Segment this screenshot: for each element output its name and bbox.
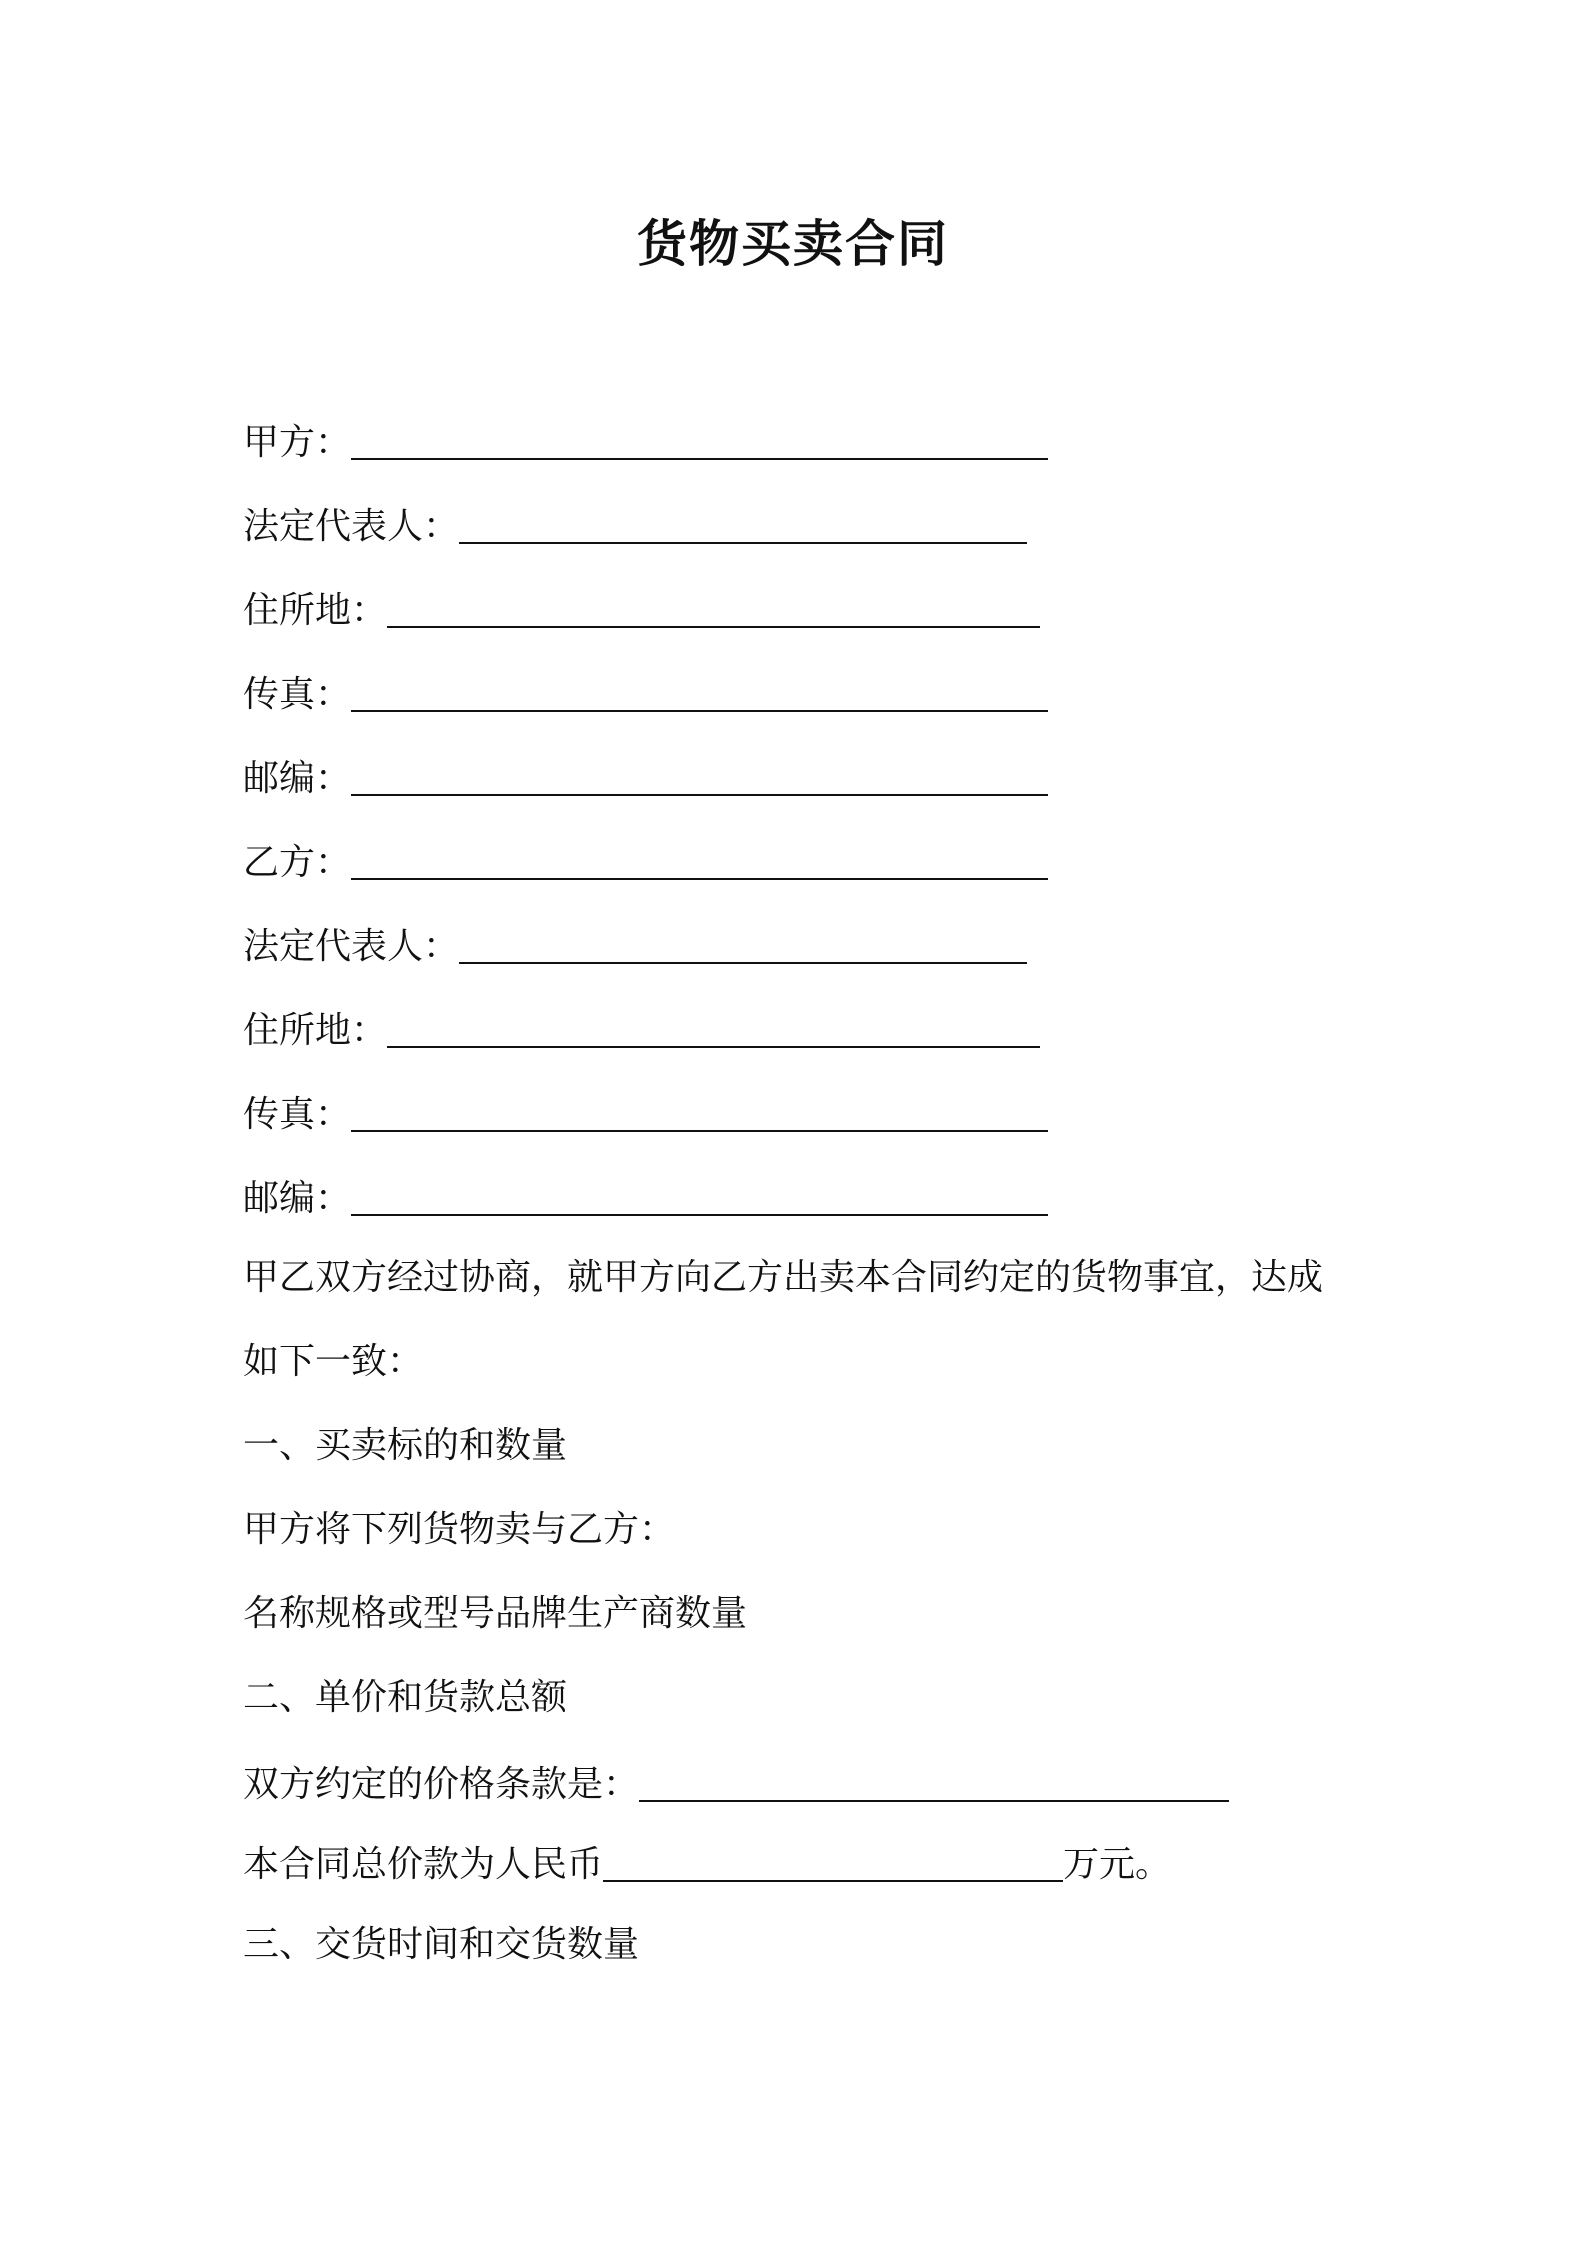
party-a-name-label: 甲方： bbox=[243, 422, 352, 463]
section-3-heading bbox=[243, 1920, 639, 1970]
total-price-line bbox=[243, 1840, 1171, 1890]
party-a-name-line bbox=[243, 418, 1048, 468]
section-3-heading-text: 三、交货时间和交货数量 bbox=[243, 1924, 640, 1965]
intro-text-2: 如下一致： bbox=[243, 1341, 424, 1382]
party-b-postcode-label: 邮编： bbox=[243, 1178, 352, 1219]
party-a-rep-line bbox=[243, 502, 1027, 552]
party-a-address-line bbox=[243, 586, 1040, 636]
document-title: 货物买卖合同 bbox=[637, 215, 949, 273]
section-1-columns: 名称规格或型号品牌生产商数量 bbox=[243, 1593, 748, 1634]
section-1-text-line bbox=[243, 1505, 675, 1555]
total-price-unit: 万元。 bbox=[1063, 1844, 1172, 1885]
party-b-rep-line bbox=[243, 922, 1027, 972]
party-a-rep-label: 法定代表人： bbox=[243, 506, 460, 547]
party-b-fax-label: 传真： bbox=[243, 1094, 352, 1135]
intro-paragraph-line-2 bbox=[243, 1337, 423, 1387]
section-1-text: 甲方将下列货物卖与乙方： bbox=[243, 1509, 676, 1550]
party-b-fax-line bbox=[243, 1090, 1048, 1140]
party-b-rep-blank[interactable] bbox=[459, 928, 1027, 964]
party-a-name-blank[interactable] bbox=[351, 424, 1048, 460]
section-1-columns-line bbox=[243, 1589, 747, 1639]
party-a-postcode-blank[interactable] bbox=[351, 760, 1048, 796]
total-price-label: 本合同总价款为人民币 bbox=[243, 1844, 604, 1885]
party-a-fax-line bbox=[243, 670, 1048, 720]
party-b-name-blank[interactable] bbox=[351, 844, 1048, 880]
party-b-postcode-blank[interactable] bbox=[351, 1180, 1048, 1216]
price-terms-blank[interactable] bbox=[639, 1766, 1229, 1802]
section-1-heading-text: 一、买卖标的和数量 bbox=[243, 1425, 568, 1466]
party-b-postcode-line bbox=[243, 1174, 1048, 1224]
price-terms-label: 双方约定的价格条款是： bbox=[243, 1764, 640, 1805]
party-a-fax-blank[interactable] bbox=[351, 676, 1048, 712]
price-terms-line bbox=[243, 1760, 1229, 1810]
party-b-address-label: 住所地： bbox=[243, 1010, 388, 1051]
party-b-address-blank[interactable] bbox=[387, 1012, 1040, 1048]
party-a-rep-blank[interactable] bbox=[459, 508, 1027, 544]
party-a-postcode-label: 邮编： bbox=[243, 758, 352, 799]
party-b-rep-label: 法定代表人： bbox=[243, 926, 460, 967]
party-b-address-line bbox=[243, 1006, 1040, 1056]
party-a-postcode-line bbox=[243, 754, 1048, 804]
party-a-address-blank[interactable] bbox=[387, 592, 1040, 628]
party-b-name-line bbox=[243, 838, 1048, 888]
intro-paragraph-line-1 bbox=[243, 1253, 1323, 1303]
party-a-fax-label: 传真： bbox=[243, 674, 352, 715]
total-price-blank[interactable] bbox=[603, 1846, 1063, 1882]
section-2-heading bbox=[243, 1673, 567, 1723]
section-2-heading-text: 二、单价和货款总额 bbox=[243, 1677, 568, 1718]
intro-text-1: 甲乙双方经过协商，就甲方向乙方出卖本合同约定的货物事宜，达成 bbox=[243, 1257, 1324, 1298]
party-a-address-label: 住所地： bbox=[243, 590, 388, 631]
section-1-heading bbox=[243, 1421, 567, 1471]
party-b-name-label: 乙方： bbox=[243, 842, 352, 883]
party-b-fax-blank[interactable] bbox=[351, 1096, 1048, 1132]
